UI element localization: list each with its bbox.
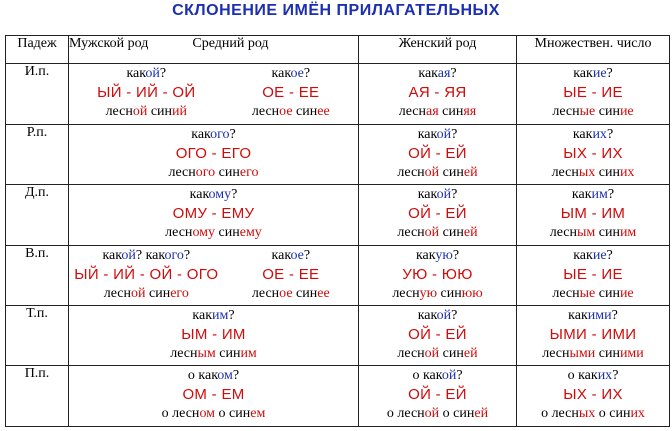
fem-example-part: лесн xyxy=(397,346,425,362)
plural-cell xyxy=(517,185,670,245)
fem-example-part: ей xyxy=(463,164,478,180)
plural-block xyxy=(517,366,669,423)
fem-example-part: лесн xyxy=(397,225,425,241)
fem-question-part: о как xyxy=(412,368,442,384)
fem-example-part: ую xyxy=(419,285,438,301)
case-cell: И.п. xyxy=(6,64,69,124)
neut-example-part: лесн xyxy=(251,104,280,120)
fem-question xyxy=(359,64,516,83)
neut-example-part: ое xyxy=(279,104,293,120)
masc-question-part: как xyxy=(102,247,122,263)
masc-endings: ЫЙ - ИЙ - ОЙ - ОГО xyxy=(74,265,219,283)
fem-example-part: син xyxy=(439,225,464,241)
fem-block xyxy=(359,64,516,121)
fem-example-part: син xyxy=(439,346,464,362)
neut-question-part: как xyxy=(271,247,291,263)
neut-example-part: син xyxy=(292,285,318,301)
masc-neut-block xyxy=(69,125,358,182)
plural-question xyxy=(517,125,669,144)
masc-neut-cell xyxy=(69,64,359,124)
plural-endings: ЫЕ - ИЕ xyxy=(563,265,623,283)
plural-block xyxy=(517,185,669,242)
fem-example xyxy=(359,344,516,363)
plural-question-part: ? xyxy=(606,126,614,142)
neut-question-part: как xyxy=(271,66,291,82)
masc-question-part: ? xyxy=(135,247,146,263)
fem-example-part: о син xyxy=(439,406,475,422)
fem-endings: АЯ - ЯЯ xyxy=(408,84,467,102)
plural-question xyxy=(517,306,669,325)
fem-block xyxy=(359,185,516,242)
masc-neut-example-part: син xyxy=(215,346,241,362)
neut-example xyxy=(224,102,358,121)
fem-endings: ОЙ - ЕЙ xyxy=(408,386,467,404)
fem-example-part: лесн xyxy=(397,164,425,180)
plural-example xyxy=(517,163,669,182)
fem-question-part: как xyxy=(417,126,437,142)
fem-question-part: как xyxy=(415,247,436,263)
plural-example-part: ые xyxy=(579,104,596,120)
masc-neut-question-part: ? xyxy=(232,368,240,384)
plural-question-part: ? xyxy=(612,368,619,384)
plural-example-part: ые xyxy=(579,285,596,301)
plural-question-part: ? xyxy=(606,66,613,82)
masc-question xyxy=(69,246,224,265)
masc-question-part: ой xyxy=(121,247,136,263)
neut-block xyxy=(224,246,358,303)
fem-question-part: ая xyxy=(437,66,451,82)
plural-example-part: лесн xyxy=(549,225,577,241)
masc-example-part: син xyxy=(147,104,173,120)
neut-question-part: ое xyxy=(290,66,304,82)
plural-endings: ЫМ - ИМ xyxy=(560,205,626,223)
masc-neut-example-part: лесн xyxy=(168,164,196,180)
masc-neut-question-part: как xyxy=(189,187,209,203)
header-plural: Множествен. число xyxy=(517,36,670,64)
plural-question-part: ? xyxy=(606,247,613,263)
masc-neut-example xyxy=(69,344,358,363)
masc-question-part: ? xyxy=(183,247,191,263)
masc-neut-question-part: ому xyxy=(208,187,232,203)
neut-example-part: ое xyxy=(279,285,293,301)
plural-example-part: син xyxy=(595,164,620,180)
fem-cell xyxy=(359,64,517,124)
masc-example-part: ой xyxy=(131,285,146,301)
plural-example xyxy=(517,344,669,363)
masc-neut-example-part: лесн xyxy=(170,346,198,362)
plural-question-part: им xyxy=(591,187,608,203)
masc-neut-example-part: син xyxy=(215,225,240,241)
fem-cell xyxy=(359,306,517,366)
plural-endings: ЫХ - ИХ xyxy=(563,144,623,162)
plural-question-part: их xyxy=(592,126,607,142)
masc-neut-example-part: ему xyxy=(239,225,262,241)
fem-example-part: ой xyxy=(424,346,440,362)
plural-example-part: ыми xyxy=(569,346,596,362)
plural-question xyxy=(517,64,669,83)
table-body xyxy=(6,64,670,427)
fem-example-part: ой xyxy=(424,225,440,241)
plural-question-part: ? xyxy=(611,308,618,324)
plural-cell xyxy=(517,366,670,427)
neut-question xyxy=(224,64,358,83)
masc-example-part: лесн xyxy=(103,285,132,301)
header-masc: Мужской род xyxy=(69,36,149,51)
fem-question-part: как xyxy=(418,66,438,82)
masc-neut-example-part: о син xyxy=(215,406,251,422)
fem-cell xyxy=(359,124,517,184)
fem-question-part: ? xyxy=(456,368,463,384)
masc-question xyxy=(69,64,224,83)
masc-neut-question-part: им xyxy=(212,308,229,324)
masc-neut-block xyxy=(69,306,358,363)
fem-block xyxy=(359,125,516,182)
fem-block xyxy=(359,246,516,303)
plural-question-part: как xyxy=(572,126,593,142)
plural-block xyxy=(517,64,669,121)
fem-endings: ОЙ - ЕЙ xyxy=(408,326,467,344)
fem-example-part: ой xyxy=(424,406,440,422)
neut-endings: ОЕ - ЕЕ xyxy=(262,265,320,283)
fem-example-part: син xyxy=(439,164,464,180)
masc-question-part: ого xyxy=(164,247,184,263)
masc-neut-example-part: ем xyxy=(250,406,266,422)
plural-example-part: лесн xyxy=(551,164,579,180)
fem-example xyxy=(359,102,516,121)
neut-example-part: ее xyxy=(317,104,330,120)
masc-neut-question-part: о как xyxy=(187,368,218,384)
masc-neut-example-part: им xyxy=(240,346,257,362)
plural-endings: ЫЕ - ИЕ xyxy=(563,84,623,102)
fem-question-part: ? xyxy=(451,308,458,324)
masc-neut-example-part: лесн xyxy=(165,225,193,241)
fem-question xyxy=(359,246,516,265)
masc-example-part: его xyxy=(170,285,189,301)
masc-question-part: как xyxy=(126,66,146,82)
plural-example-part: лесн xyxy=(552,104,580,120)
fem-example xyxy=(359,404,516,423)
fem-block xyxy=(359,306,516,363)
masc-neut-endings: ОМУ - ЕМУ xyxy=(172,205,255,223)
fem-example-part: лесн xyxy=(392,285,420,301)
fem-example-part: ой xyxy=(424,164,440,180)
plural-question-part: их xyxy=(597,368,613,384)
fem-question-part: ой xyxy=(436,308,452,324)
fem-example-part: ей xyxy=(474,406,489,422)
masc-neut-question-part: ? xyxy=(231,187,238,203)
neut-example-part: ее xyxy=(317,285,330,301)
table-row xyxy=(6,185,670,245)
neut-block xyxy=(224,64,358,121)
plural-cell xyxy=(517,124,670,184)
plural-example-part: о лесн xyxy=(541,406,579,422)
plural-question-part: ими xyxy=(587,308,612,324)
fem-question xyxy=(359,366,516,385)
fem-cell xyxy=(359,245,517,305)
plural-question xyxy=(517,366,669,385)
plural-cell xyxy=(517,306,670,366)
masc-neut-cell xyxy=(69,124,359,184)
fem-question-part: как xyxy=(417,308,437,324)
fem-question-part: ую xyxy=(435,247,453,263)
masc-neut-question-part: ом xyxy=(217,368,233,384)
masc-question-part: ой xyxy=(145,66,160,82)
masc-neut-example-part: ом xyxy=(199,406,216,422)
masc-neut-question xyxy=(69,366,358,385)
masc-neut-example xyxy=(69,404,358,423)
neut-question xyxy=(224,246,358,265)
masc-question-part: ? xyxy=(159,66,167,82)
fem-endings: ОЙ - ЕЙ xyxy=(408,144,467,162)
header-fem: Женский род xyxy=(359,36,517,64)
neut-endings: ОЕ - ЕЕ xyxy=(262,84,320,102)
fem-block xyxy=(359,366,516,423)
fem-example-part: ей xyxy=(463,225,478,241)
fem-example-part: яя xyxy=(463,104,477,120)
fem-example-part: лесн xyxy=(398,104,426,120)
fem-question-part: ? xyxy=(451,126,458,142)
fem-example-part: юю xyxy=(461,285,483,301)
masc-neut-question-part: ? xyxy=(229,126,236,142)
plural-block xyxy=(517,306,669,363)
masc-neut-endings: ОМ - ЕМ xyxy=(182,386,245,404)
fem-example-part: син xyxy=(438,104,464,120)
fem-question-part: ? xyxy=(450,66,457,82)
masc-example-part: ой xyxy=(132,104,148,120)
plural-example-part: ых xyxy=(578,164,596,180)
plural-question-part: как xyxy=(573,66,593,82)
plural-example xyxy=(517,284,669,303)
case-cell: Д.п. xyxy=(6,185,69,245)
header-neut: Средний род xyxy=(192,36,269,51)
masc-example xyxy=(69,284,224,303)
masc-neut-endings: ЫМ - ИМ xyxy=(181,326,246,344)
fem-example xyxy=(359,163,516,182)
plural-example-part: син xyxy=(595,346,620,362)
fem-example-part: ая xyxy=(426,104,439,120)
table-row xyxy=(6,64,670,124)
masc-endings: ЫЙ - ИЙ - ОЙ xyxy=(97,84,196,102)
masc-neut-example-part: син xyxy=(215,164,240,180)
masc-neut-example-part: ого xyxy=(195,164,216,180)
plural-example-part: ие xyxy=(619,285,634,301)
case-cell: Т.п. xyxy=(6,306,69,366)
fem-endings: ОЙ - ЕЙ xyxy=(408,205,467,223)
masc-neut-example-part: ому xyxy=(192,225,216,241)
masc-neut-cell xyxy=(69,366,359,427)
plural-question-part: ? xyxy=(607,187,615,203)
plural-example-part: их xyxy=(630,406,645,422)
masc-neut-split xyxy=(69,64,358,121)
neut-question-part: ? xyxy=(303,66,311,82)
plural-question-part: как xyxy=(571,187,592,203)
plural-question-part: ие xyxy=(592,66,607,82)
fem-example xyxy=(359,223,516,242)
masc-example xyxy=(69,102,224,121)
plural-example-part: лесн xyxy=(552,285,580,301)
fem-question xyxy=(359,306,516,325)
masc-neut-question-part: ого xyxy=(210,126,230,142)
neut-example xyxy=(224,284,358,303)
fem-question-part: ой xyxy=(441,368,457,384)
fem-endings: УЮ - ЮЮ xyxy=(402,265,473,283)
plural-example-part: син xyxy=(595,104,620,120)
masc-neut-cell xyxy=(69,306,359,366)
table-row xyxy=(6,366,670,427)
masc-neut-split xyxy=(69,246,358,303)
plural-example-part: син xyxy=(595,285,620,301)
neut-question-part: ое xyxy=(290,247,304,263)
masc-example-part: син xyxy=(145,285,171,301)
fem-example-part: о лесн xyxy=(386,406,425,422)
masc-neut-question xyxy=(69,306,358,325)
fem-question-part: ? xyxy=(452,247,460,263)
masc-neut-example xyxy=(69,223,358,242)
plural-question xyxy=(517,246,669,265)
fem-question-part: ой xyxy=(436,126,452,142)
table-row xyxy=(6,245,670,305)
neut-example-part: лесн xyxy=(251,285,280,301)
masc-block xyxy=(69,64,224,121)
plural-example xyxy=(517,404,669,423)
header-case: Падеж xyxy=(6,36,69,64)
plural-cell xyxy=(517,245,670,305)
masc-neut-cell xyxy=(69,185,359,245)
fem-question-part: как xyxy=(417,187,437,203)
masc-question-part: как xyxy=(145,247,165,263)
masc-neut-example-part: ым xyxy=(197,346,216,362)
plural-example xyxy=(517,223,669,242)
neut-example-part: син xyxy=(292,104,318,120)
masc-example-part: лесн xyxy=(105,104,133,120)
fem-cell xyxy=(359,185,517,245)
plural-example-part: ых xyxy=(578,406,596,422)
plural-question-part: ие xyxy=(592,247,607,263)
table-row xyxy=(6,306,670,366)
masc-neut-endings: ОГО - ЕГО xyxy=(175,144,252,162)
plural-example-part: лесн xyxy=(542,346,570,362)
masc-neut-example-part: о лесн xyxy=(161,406,200,422)
plural-question-part: о как xyxy=(567,368,598,384)
fem-question xyxy=(359,185,516,204)
declension-table xyxy=(5,35,670,427)
plural-example-part: о син xyxy=(595,406,631,422)
masc-neut-question-part: как xyxy=(191,126,211,142)
plural-question-part: как xyxy=(568,308,588,324)
plural-cell xyxy=(517,64,670,124)
masc-neut-example-part: его xyxy=(239,164,259,180)
fem-example-part: син xyxy=(437,285,462,301)
fem-question xyxy=(359,125,516,144)
plural-block xyxy=(517,125,669,182)
table-row xyxy=(6,124,670,184)
fem-cell xyxy=(359,366,517,427)
masc-example-part: ий xyxy=(172,104,188,120)
plural-example-part: им xyxy=(619,225,637,241)
plural-example-part: ым xyxy=(576,225,596,241)
fem-example-part: ей xyxy=(463,346,478,362)
plural-endings: ЫХ - ИХ xyxy=(563,386,623,404)
masc-neut-cell xyxy=(69,245,359,305)
masc-neut-block xyxy=(69,366,358,423)
plural-question-part: как xyxy=(573,247,593,263)
header-row xyxy=(6,36,670,64)
plural-example-part: син xyxy=(595,225,620,241)
plural-question xyxy=(517,185,669,204)
plural-example-part: ими xyxy=(619,346,644,362)
masc-neut-block xyxy=(69,185,358,242)
plural-block xyxy=(517,246,669,303)
masc-neut-question-part: ? xyxy=(228,308,235,324)
header-masc-neut xyxy=(69,36,359,64)
case-cell: Р.п. xyxy=(6,124,69,184)
case-cell: П.п. xyxy=(6,366,69,427)
fem-example xyxy=(359,284,516,303)
plural-endings: ЫМИ - ИМИ xyxy=(549,326,637,344)
masc-neut-question xyxy=(69,185,358,204)
masc-neut-question xyxy=(69,125,358,144)
masc-block xyxy=(69,246,224,303)
case-cell: В.п. xyxy=(6,245,69,305)
neut-question-part: ? xyxy=(303,247,311,263)
fem-question-part: ? xyxy=(451,187,458,203)
masc-neut-example xyxy=(69,163,358,182)
plural-example xyxy=(517,102,669,121)
plural-example-part: их xyxy=(619,164,635,180)
page-title: СКЛОНЕНИЕ ИМЁН ПРИЛАГАТЕЛЬНЫХ xyxy=(172,2,500,19)
masc-neut-question-part: как xyxy=(192,308,213,324)
fem-question-part: ой xyxy=(436,187,452,203)
plural-example-part: ие xyxy=(619,104,634,120)
